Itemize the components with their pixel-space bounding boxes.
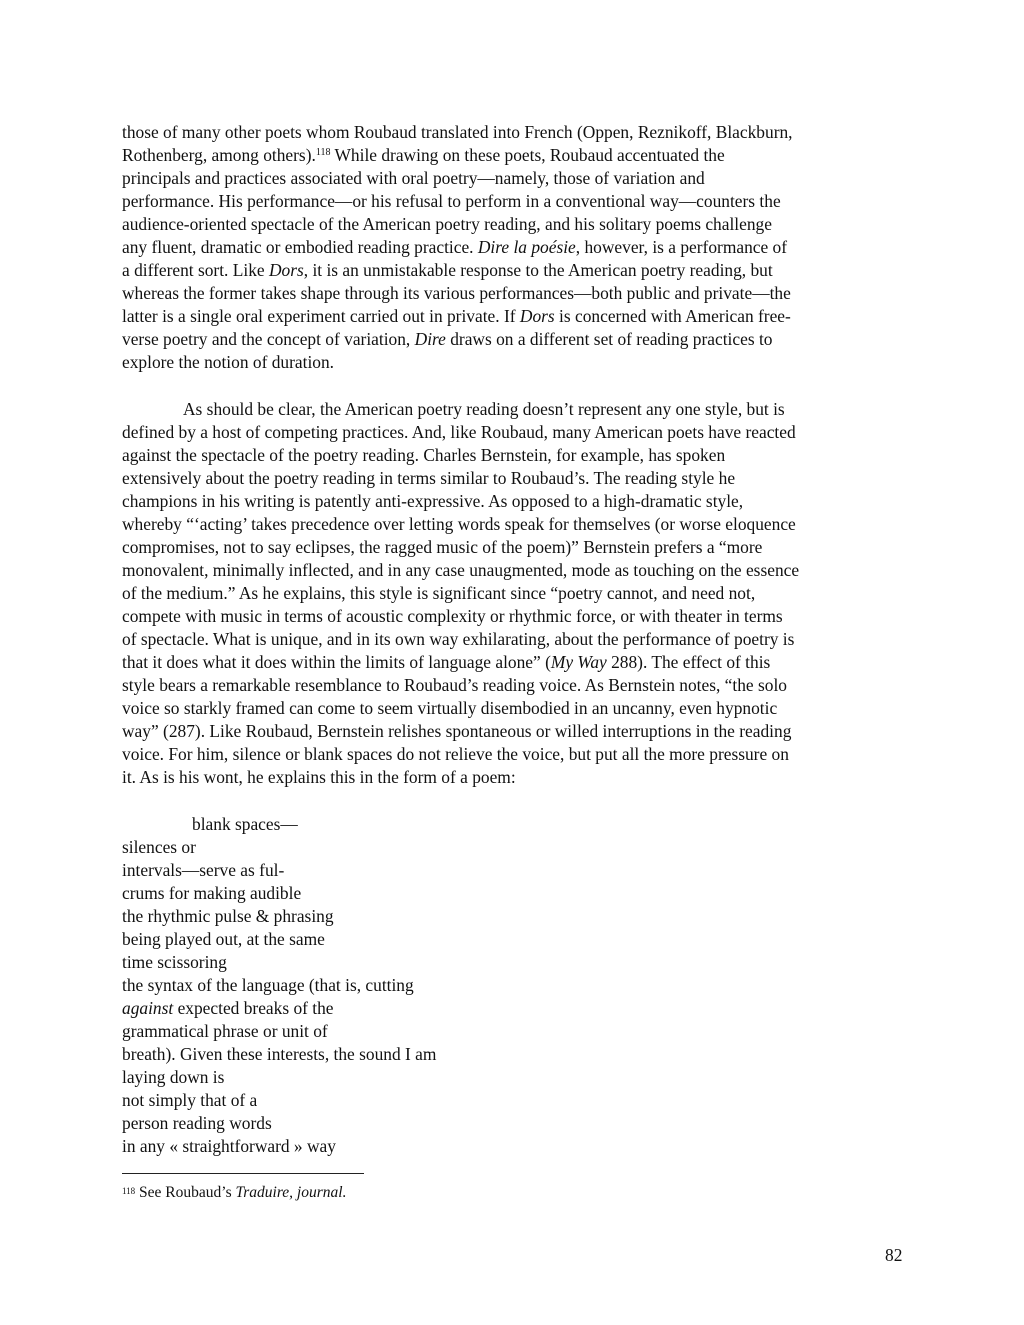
page-number: 82 — [885, 1245, 903, 1265]
paragraph-1-line: performance. His performance—or his refusal to perform in a conventional way—counters the — [122, 191, 781, 211]
poem-line: the rhythmic pulse & phrasing — [122, 906, 334, 926]
paragraph-2-line: extensively about the poetry reading in terms similar to Roubaud’s. The reading style he — [122, 468, 736, 488]
footnote-text: See Roubaud’s — [135, 1184, 236, 1201]
paragraph-2-line: compromises, not to say eclipses, the ragged music of the poem)” Bernstein prefers a “more — [122, 537, 763, 557]
paragraph-2-line: voice. For him, silence or blank spaces do not relieve the voice, but put all the more pressure on — [122, 744, 789, 764]
paragraph-1-line: verse poetry and the concept of variation, Dire draws on a different set of reading practices to — [122, 329, 773, 349]
italic-text: Dire — [414, 329, 446, 349]
poem-line: breath). Given these interests, the sound I am — [122, 1044, 437, 1064]
paragraph-2-line: against the spectacle of the poetry reading. Charles Bernstein, for example, has spoken — [122, 445, 726, 465]
paragraph-1-line: whereas the former takes shape through its various performances—both public and private—the — [122, 283, 791, 303]
poem-line: person reading words — [122, 1113, 272, 1133]
paragraph-2-line: it. As is his wont, he explains this in the form of a poem: — [122, 767, 516, 787]
poem-line: blank spaces— — [192, 814, 298, 834]
footnote — [122, 1183, 346, 1203]
footnote-rule — [122, 1173, 364, 1174]
poem-line: grammatical phrase or unit of — [122, 1021, 328, 1041]
paragraph-1-line: principals and practices associated with oral poetry—namely, those of variation and — [122, 168, 705, 188]
paragraph-2-line: voice so starkly framed can come to seem virtually disembodied in an uncanny, even hypnotic — [122, 698, 778, 718]
footnote-reference: 118 — [315, 147, 331, 158]
italic-text: My Way — [550, 652, 607, 672]
paragraph-2-line: whereby “‘acting’ takes precedence over letting words speak for themselves (or worse eloquence — [122, 514, 796, 534]
poem-line: in any « straightforward » way — [122, 1136, 336, 1156]
paragraph-2-line: defined by a host of competing practices. And, like Roubaud, many American poets have reacted — [122, 422, 796, 442]
poem-line: crums for making audible — [122, 883, 302, 903]
paragraph-1-line: those of many other poets whom Roubaud translated into French (Oppen, Reznikoff, Blackburn, — [122, 122, 793, 142]
poem-line: not simply that of a — [122, 1090, 258, 1110]
paragraph-2-line: champions in his writing is patently anti-expressive. As opposed to a high-dramatic style, — [122, 491, 744, 511]
poem-line: intervals—serve as ful- — [122, 860, 285, 880]
paragraph-1-line: any fluent, dramatic or embodied reading practice. Dire la poésie, however, is a performance of — [122, 237, 788, 257]
footnote-title: Traduire, journal. — [235, 1184, 347, 1201]
poem-line: being played out, at the same — [122, 929, 325, 949]
paragraph-2-line: of the medium.” As he explains, this style is significant since “poetry cannot, and need not, — [122, 583, 756, 603]
italic-text: Dire la poésie — [477, 237, 576, 257]
poem-line: against expected breaks of the — [122, 998, 334, 1018]
paragraph-2-line: style bears a remarkable resemblance to Roubaud’s reading voice. As Bernstein notes, “the solo — [122, 675, 787, 695]
italic-text: Dors — [519, 306, 555, 326]
paragraph-1-line: Rothenberg, among others).$^{118}$ While drawing on these poets, Roubaud accentuated the — [122, 145, 725, 165]
italic-text: Dors — [268, 260, 304, 280]
paragraph-2-line: of spectacle. What is unique, and in its own way exhilarating, about the performance of poetry is — [122, 629, 795, 649]
paragraph-2-line: As should be clear, the American poetry reading doesn’t represent any one style, but is — [183, 399, 785, 419]
paragraph-1-line: latter is a single oral experiment carried out in private. If Dors is concerned with American free- — [122, 306, 791, 326]
paragraph-2-line: way” (287). Like Roubaud, Bernstein relishes spontaneous or willed interruptions in the reading — [122, 721, 792, 741]
footnote-number: 118 — [122, 1186, 136, 1196]
paragraph-2-line: monovalent, minimally inflected, and in any case unaugmented, mode as touching on the essence — [122, 560, 800, 580]
italic-text: against — [122, 998, 174, 1018]
paragraph-1-line: explore the notion of duration. — [122, 352, 335, 372]
poem-line: laying down is — [122, 1067, 225, 1087]
paragraph-2-line: compete with music in terms of acoustic complexity or rhythmic force, or with theater in terms — [122, 606, 783, 626]
poem-line: time scissoring — [122, 952, 227, 972]
paragraph-2-line: that it does what it does within the limits of language alone” (My Way 288). The effect of this — [122, 652, 771, 672]
poem-line: silences or — [122, 837, 196, 857]
poem-line: the syntax of the language (that is, cutting — [122, 975, 414, 995]
paragraph-1-line: audience-oriented spectacle of the American poetry reading, and his solitary poems challenge — [122, 214, 772, 234]
paragraph-1-line: a different sort. Like Dors, it is an unmistakable response to the American poetry reading, but — [122, 260, 773, 280]
